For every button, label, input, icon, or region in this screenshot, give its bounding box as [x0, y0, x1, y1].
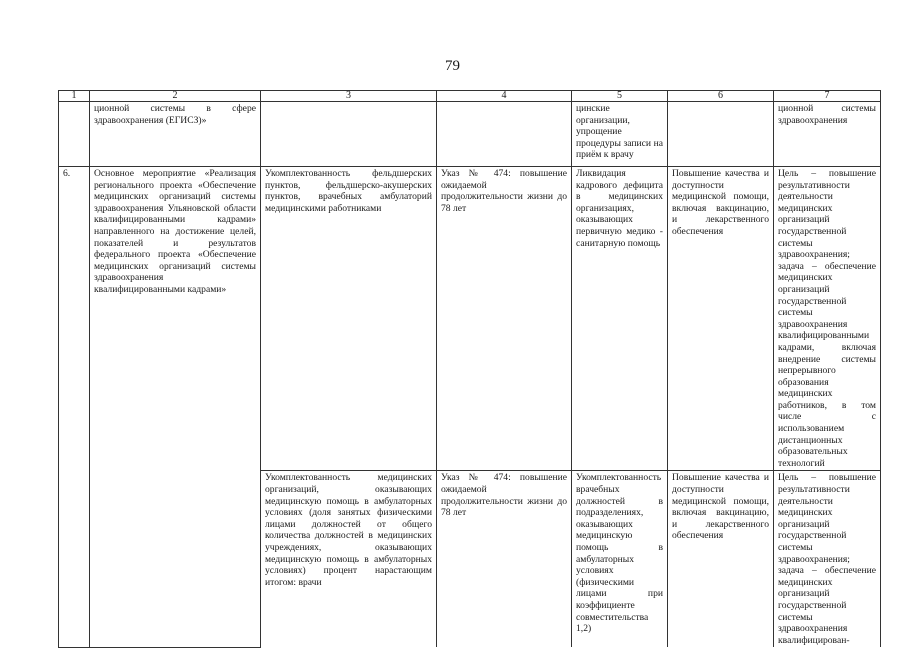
- document-table: [58, 90, 881, 648]
- document-cell: Указ № 474: повышение ожидаемой продолжительности жизни до 78 лет: [437, 167, 572, 471]
- column-header: 1: [59, 91, 90, 102]
- document-cell: Указ № 474: повышение ожидаемой продолжительности жизни до 78 лет: [437, 471, 572, 647]
- document-cell: [437, 102, 572, 167]
- indicator-cell: [261, 102, 437, 167]
- problem-cell: цинские организации, упрощение процедуры записи на приём к врачу: [572, 102, 668, 167]
- column-header: 7: [774, 91, 881, 102]
- problem-cell: Ликвидация кадрового дефицита в медицинских организациях, оказывающих первичную медико - санитарную помощь: [572, 167, 668, 471]
- goal-cell: ционной системы здравоохранения: [774, 102, 881, 167]
- column-header: 4: [437, 91, 572, 102]
- goal-cell: Цель – повышение результативности деятельности медицинских организаций государственной системы здравоохранения; задача – обеспечение медицинских организаций государственной системы здравоохранения квалифицированными кадрами, включая внедрение системы непрерывного образования медицинских работников, в том числе с использованием дистанционных образовательных технологий: [774, 167, 881, 471]
- activity-cell: Основное мероприятие «Реализация регионального проекта «Обеспечение медицинских организаций системы здравоохранения Ульяновской области квалифицированными кадрами» направленного на достижение целей, показателей и результатов федерального проекта «Обеспечение медицинских организаций системы здравоохранения квалифицированными кадрами»: [90, 167, 261, 648]
- row-number: 6.: [59, 167, 90, 648]
- indicator-cell: Укомплектованность фельдшерских пунктов, фельдшерско-акушерских пунктов, врачебных амбулаторий медицинскими работниками: [261, 167, 437, 471]
- column-header: 3: [261, 91, 437, 102]
- row-number: [59, 102, 90, 167]
- activity-cell: ционной системы в сфере здравоохранения (ЕГИСЗ)»: [90, 102, 261, 167]
- goal-cell: Цель – повышение результативности деятельности медицинских организаций государственной системы здравоохранения; задача – обеспечение медицинских организаций государственной системы здравоохранения квалифицирован-: [774, 471, 881, 647]
- page-number: 79: [445, 58, 460, 74]
- header-row: [59, 91, 881, 102]
- column-header: 5: [572, 91, 668, 102]
- problem-cell: Укомплектованность врачебных должностей в подразделениях, оказывающих медицинскую помощь в амбулаторных условиях (физическими лицами при коэффициенте совместительства 1,2): [572, 471, 668, 647]
- result-cell: [668, 102, 774, 167]
- result-cell: Повышение качества и доступности медицинской помощи, включая вакцинацию, и лекарственного обеспечения: [668, 167, 774, 471]
- indicator-cell: Укомплектованность медицинских организаций, оказывающих медицинскую помощь в амбулаторных условиях (доля занятых физическими лицами должностей от общего количества должностей в медицинских учреждениях, оказывающих медицинскую помощь в амбулаторных условиях) процент нарастающим итогом: врачи: [261, 471, 437, 647]
- result-cell: Повышение качества и доступности медицинской помощи, включая вакцинацию, и лекарственного обеспечения: [668, 471, 774, 647]
- column-header: 6: [668, 91, 774, 102]
- table-row: [59, 102, 881, 167]
- column-header: 2: [90, 91, 261, 102]
- table-row: [59, 167, 881, 471]
